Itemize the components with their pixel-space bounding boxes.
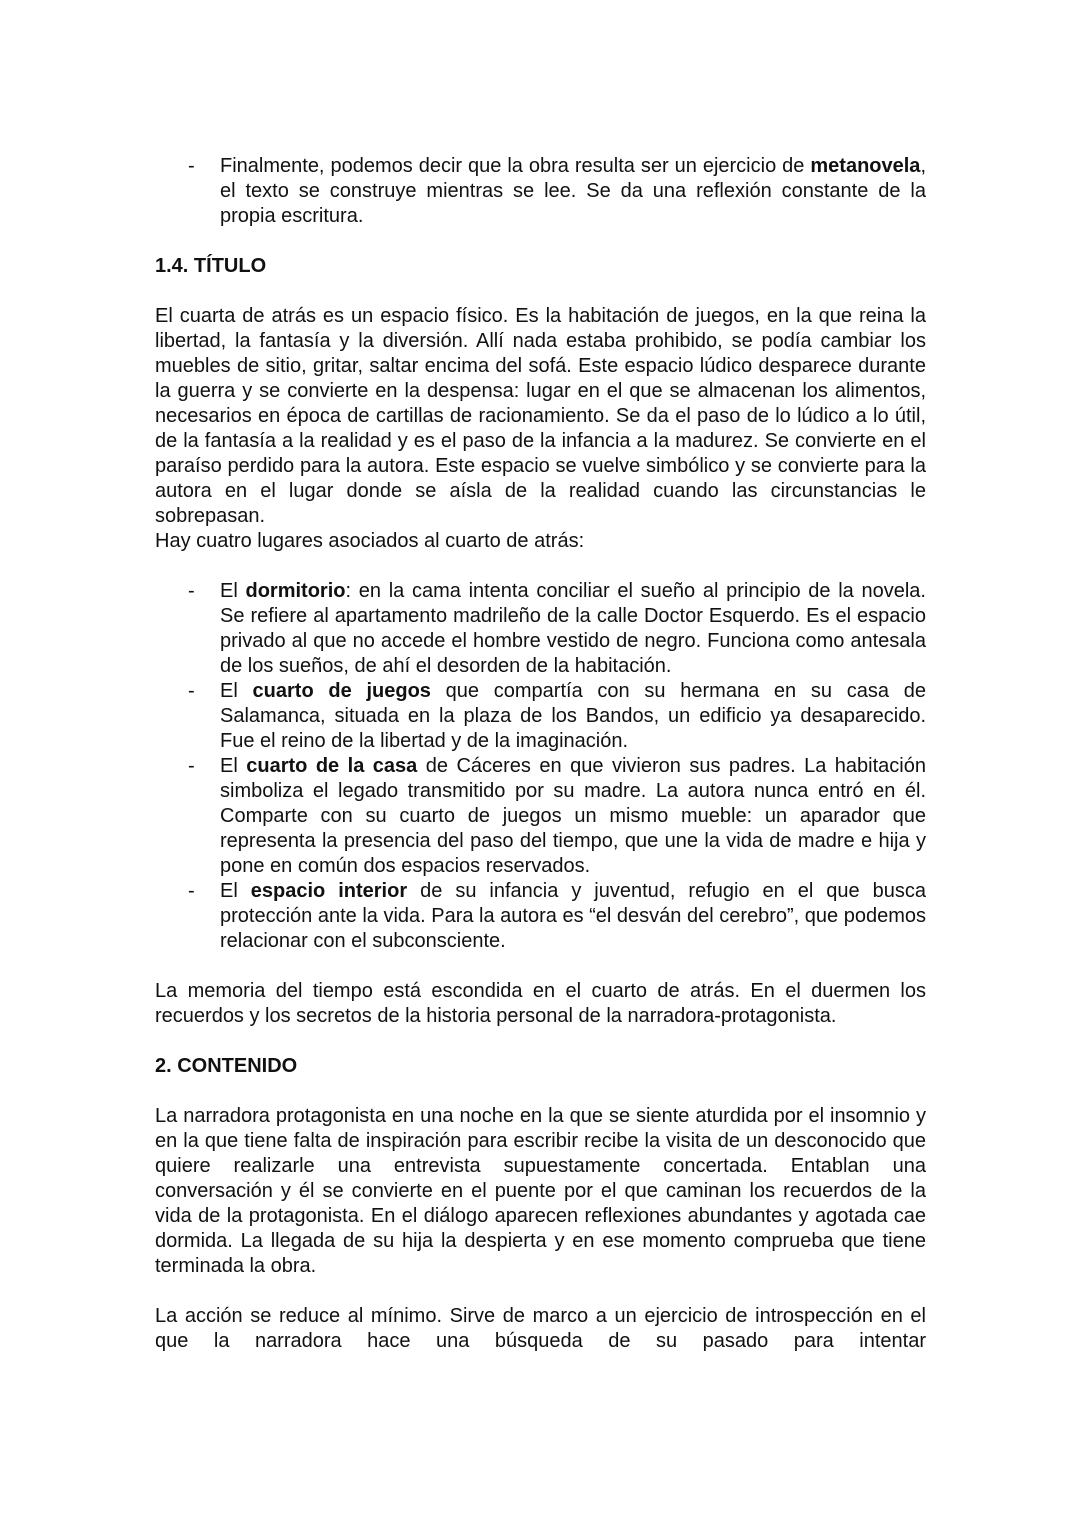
paragraph: La narradora protagonista en una noche en la que se siente aturdida por el insomnio y en la que tiene falta de inspiración para escribir recibe la visita de un desconocido que quiere realizarle una entrevista supuestamente concertada. Entablan una conversación y él se convierte en el puente por el que caminan los recuerdos de la vida de la protagonista. En el diálogo aparecen reflexiones abundantes y agotada cae dormida. La llegada de su hija la despierta y en ese momento comprueba que tiene terminada la obra. [155, 1105, 926, 1277]
list-item [155, 679, 926, 754]
bullet-dash: - [188, 580, 195, 602]
bullet-dash: - [188, 680, 195, 702]
list-item [155, 579, 926, 679]
list-item [155, 754, 926, 879]
text: que compartía con su hermana en su casa de Salamanca, situada en la plaza de los Bandos, un edificio ya desaparecido. Fue el reino de la libertad y de la imaginación. [220, 680, 926, 752]
intro-list [155, 154, 926, 229]
text: , el texto se construye mientras se lee. Se da una reflexión constante de la propia escritura. [220, 155, 926, 227]
text: El [220, 680, 253, 702]
text: de su infancia y juventud, refugio en el que busca protección ante la vida. Para la autora es “el desván del cerebro”, que podemos relacionar con el subconsciente. [220, 880, 927, 952]
bold-term: cuarto de la casa [246, 755, 418, 777]
section-heading: 1.4. TÍTULO [155, 255, 267, 277]
bold-term: dormitorio [245, 580, 346, 602]
text: : en la cama intenta conciliar el sueño al principio de la novela. Se refiere al apartamento madrileño de la calle Doctor Esquerdo. Es el espacio privado al que no accede el hombre vestido de negro. Funciona como antesala de los sueños, de ahí el desorden de la habitación. [220, 580, 926, 677]
paragraph: La acción se reduce al mínimo. Sirve de marco a un ejercicio de introspección en el que la narradora hace una búsqueda de su pasado para intentar [155, 1305, 926, 1352]
bold-term: espacio interior [250, 880, 408, 902]
text: El [220, 755, 247, 777]
bullet-dash: - [188, 755, 195, 777]
section-heading: 2. CONTENIDO [155, 1055, 298, 1077]
text: de Cáceres en que vivieron sus padres. La habitación simboliza el legado transmitido por su madre. La autora nunca entró en él. Comparte con su cuarto de juegos un mismo mueble: un aparador que representa la presencia del paso del tiempo, que une la vida de madre e hija y pone en común dos espacios reservados. [220, 755, 926, 877]
bullet-dash: - [188, 155, 195, 177]
places-list [155, 579, 926, 954]
list-item [155, 154, 926, 229]
bullet-dash: - [188, 880, 195, 902]
text: Finalmente, podemos decir que la obra resulta ser un ejercicio de [220, 155, 811, 177]
list-intro: Hay cuatro lugares asociados al cuarto de atrás: [155, 530, 585, 552]
bold-term: cuarto de juegos [252, 680, 431, 702]
document-page [155, 154, 926, 1354]
list-item [155, 879, 926, 954]
paragraph: La memoria del tiempo está escondida en el cuarto de atrás. En el duermen los recuerdos y los secretos de la historia personal de la narradora-protagonista. [155, 980, 926, 1027]
text: El [220, 880, 251, 902]
text: El [220, 580, 246, 602]
paragraph: El cuarta de atrás es un espacio físico. Es la habitación de juegos, en la que reina la libertad, la fantasía y la diversión. Allí nada estaba prohibido, se podía cambiar los muebles de sitio, gritar, saltar encima del sofá. Este espacio lúdico desparece durante la guerra y se convierte en la despensa: lugar en el que se almacenan los alimentos, necesarios en época de cartillas de racionamiento. Se da el paso de lo lúdico a lo útil, de la fantasía a la realidad y es el paso de la infancia a la madurez. Se convierte en el paraíso perdido para la autora. Este espacio se vuelve simbólico y se convierte para la autora en el lugar donde se aísla de la realidad cuando las circunstancias le sobrepasan. [155, 305, 926, 527]
bold-term: metanovela [810, 155, 921, 177]
